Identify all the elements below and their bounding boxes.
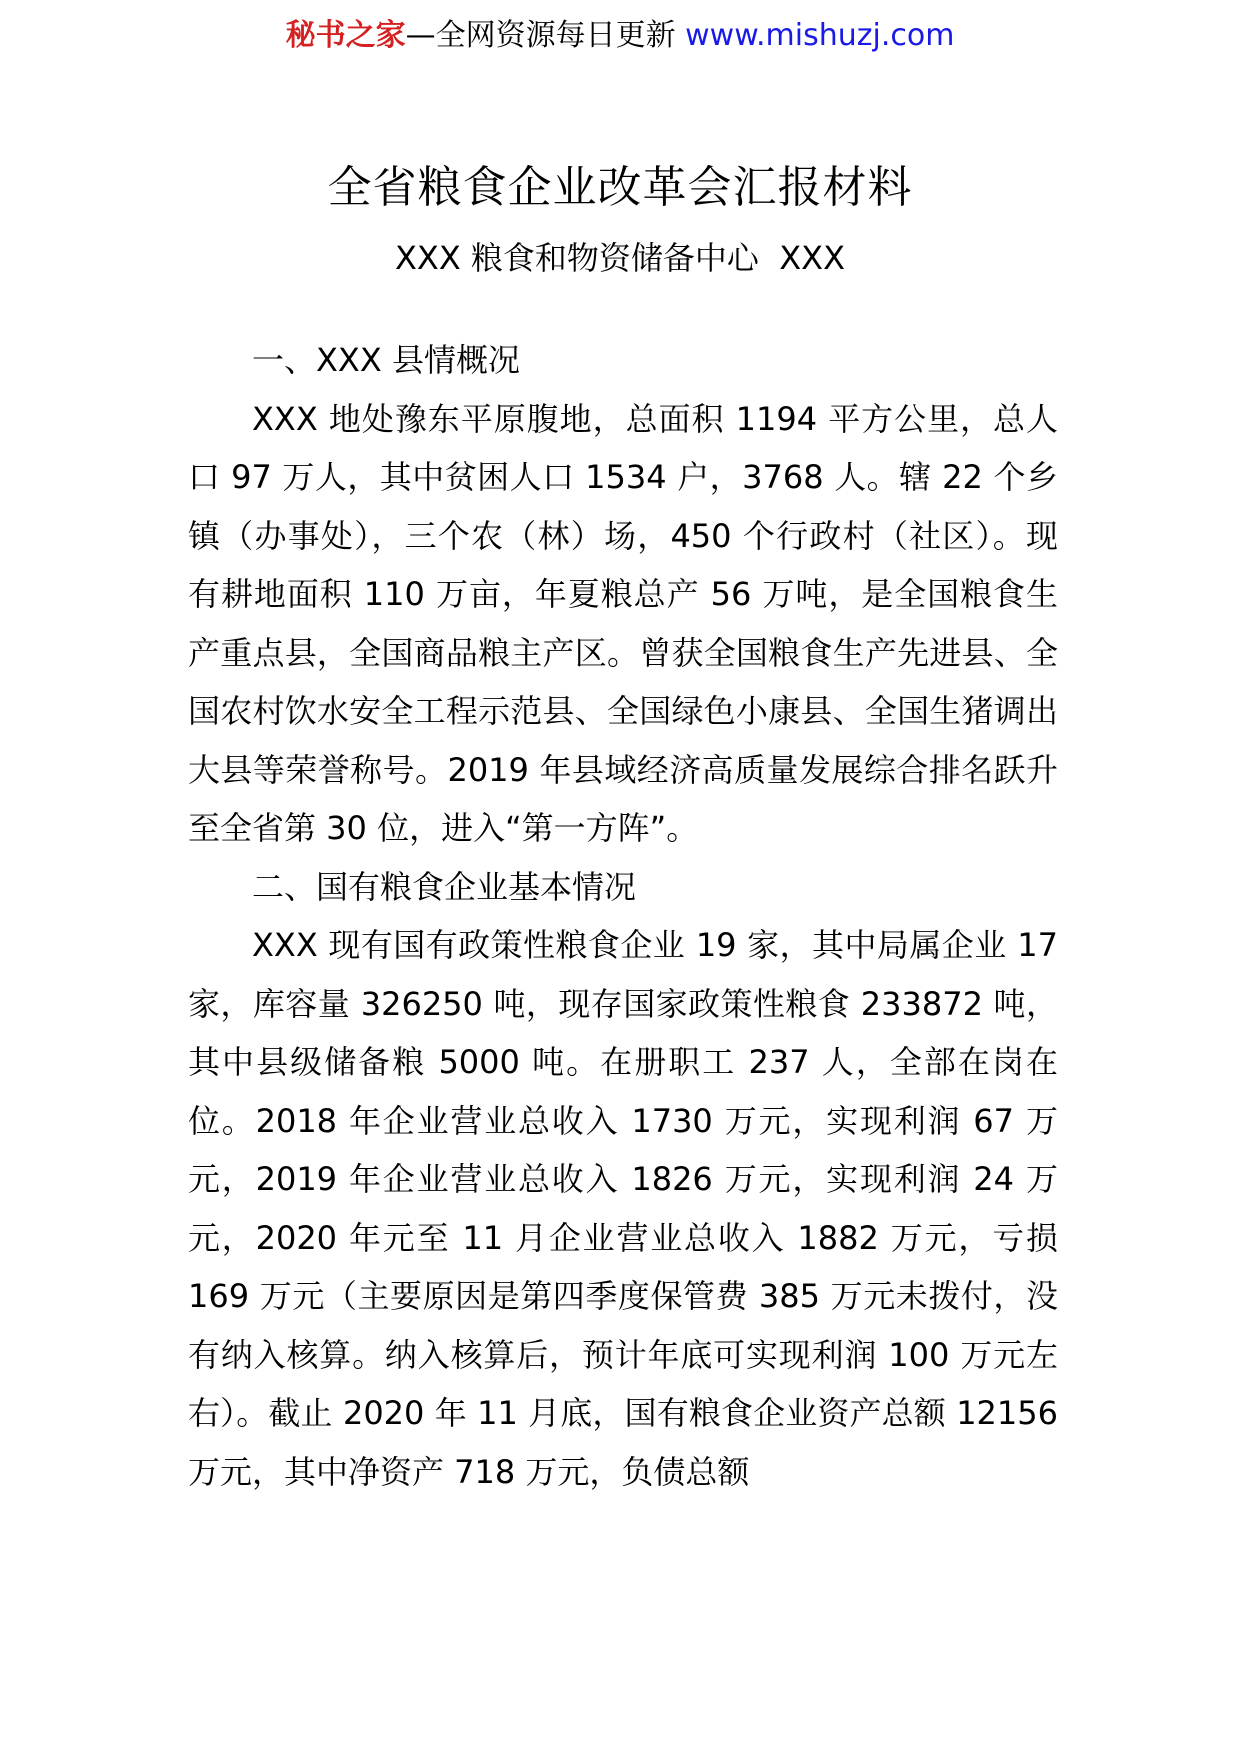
section-paragraph-county-overview: XXX 地处豫东平原腹地，总面积 1194 平方公里，总人口 97 万人，其中贫困人口 1534 户，3768 人。辖 22 个乡镇（办事处），三个农（林）场，450 个行政村（社区）。现有耕地面积 110 万亩，年夏粮总产 56 万吨，是全国粮食生产重点县，全国商品粮主产区。曾获全国粮食生产先进县、全国农村饮水安全工程示范县、全国绿色小康县、全国生猪调出大县等荣誉称号。2019 年县域经济高质量发展综合排名跃升至全省第 30 位，进入“第一方阵”。 (188, 399, 1058, 847)
document-author-line: XXX 粮食和物资储备中心 XXX (394, 239, 846, 277)
section-paragraph-grain-enterprises: XXX 现有国有政策性粮食企业 19 家，其中局属企业 17 家，库容量 326250 吨，现存国家政策性粮食 233872 吨，其中县级储备粮 5000 吨。在册职工 237 人，全部在岗在位。2018 年企业营业总收入 1730 万元，实现利润 67 万元，2019 年企业营业总收入 1826 万元，实现利润 24 万元，2020 年元至 11 月企业营业总收入 1882 万元，亏损 169 万元（主要原因是第四季度保管费 385 万元未拨付，没有纳入核算。纳入核算后，预计年底可实现利润 100 万元左右）。截止 2020 年 11 月底，国有粮食企业资产总额 12156 万元，其中净资产 718 万元，负债总额 (188, 926, 1058, 1491)
document-title: 全省粮食企业改革会汇报材料 (327, 162, 913, 213)
section-heading-county-overview: 一、XXX 县情概况 (252, 341, 520, 379)
site-url-link[interactable]: www.mishuzj.com (685, 18, 955, 53)
site-tagline: —全网资源每日更新 (405, 18, 686, 53)
site-brand-name: 秘书之家 (285, 18, 406, 53)
section-heading-grain-enterprises: 二、国有粮食企业基本情况 (252, 867, 637, 906)
document-body (188, 331, 1058, 1501)
site-header-banner (0, 14, 1240, 58)
